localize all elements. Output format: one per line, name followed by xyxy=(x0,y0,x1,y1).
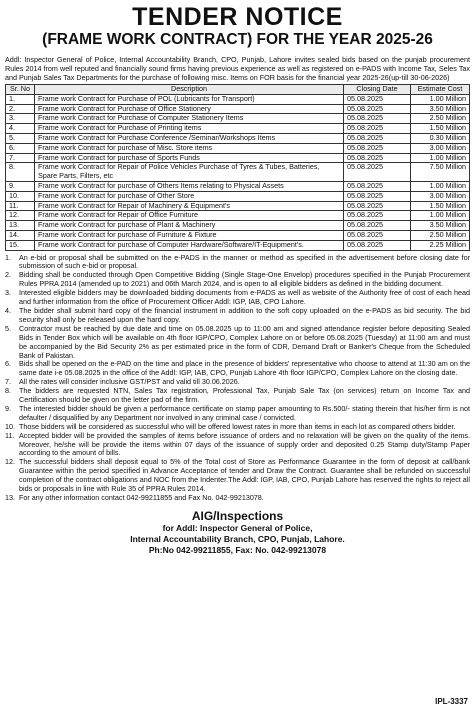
tender-items-table xyxy=(5,84,470,251)
cell-sr: 13. xyxy=(6,221,35,231)
table-row xyxy=(6,143,470,153)
cell-sr: 6. xyxy=(6,143,35,153)
table-row xyxy=(6,191,470,201)
term-item xyxy=(5,387,470,405)
term-number: 9. xyxy=(5,403,11,413)
cell-estimate-cost: 1.00 Million xyxy=(411,94,470,104)
term-item xyxy=(5,325,470,361)
term-number: 6. xyxy=(5,359,11,369)
table-body xyxy=(6,94,470,250)
table-row xyxy=(6,124,470,134)
cell-sr: 15. xyxy=(6,240,35,250)
cell-description: Frame work Contract for Purchase of POL (Lubricants for Transport) xyxy=(35,94,344,104)
table-row xyxy=(6,181,470,191)
term-number: 11. xyxy=(5,430,15,440)
cell-closing-date: 05.08.2025 xyxy=(344,191,411,201)
table-row xyxy=(6,133,470,143)
term-number: 2. xyxy=(5,270,11,280)
cell-estimate-cost: 2.50 Million xyxy=(411,230,470,240)
cell-description: Frame work Contract for purchase of Furniture & Fixture xyxy=(35,230,344,240)
cell-estimate-cost: 1.50 Million xyxy=(411,124,470,134)
cell-description: Frame work Contract for purchase of Other Store xyxy=(35,191,344,201)
cell-closing-date: 05.08.2025 xyxy=(344,143,411,153)
cell-closing-date: 05.08.2025 xyxy=(344,240,411,250)
cell-sr: 2. xyxy=(6,104,35,114)
cell-description: Frame work Contract for Purchase of Printing items xyxy=(35,124,344,134)
term-item xyxy=(5,405,470,423)
term-item xyxy=(5,432,470,459)
cell-closing-date: 05.08.2025 xyxy=(344,163,411,182)
cell-estimate-cost: 2.25 Million xyxy=(411,240,470,250)
term-item xyxy=(5,360,470,378)
term-item xyxy=(5,458,470,494)
term-number: 4. xyxy=(5,305,11,315)
term-item xyxy=(5,494,470,503)
cell-estimate-cost: 3.00 Million xyxy=(411,143,470,153)
table-header-row xyxy=(6,85,470,95)
term-number: 7. xyxy=(5,377,11,387)
term-text: Interested eligible bidders may be downloaded bidding documents from e-PADS as well as website of the Authority free of cost of each head and further information from the office of Procurement Officer Addl: IGP, IAB, CPO Lahore. xyxy=(19,288,470,307)
cell-sr: 8. xyxy=(6,163,35,182)
table-row xyxy=(6,240,470,250)
notice-title: TENDER NOTICE xyxy=(132,3,343,31)
term-text: The successful bidders shall deposit equal to 5% of the Total cost of Store as Performance Guarantee in the form of deposit at call/bank Guarantee within the period specified in Advance Acceptance of tender and Draw the Contract. Guarantee shall be refunded on successful completion of the contract obligations and NOC from the Indenter.The Addl: IGP, IAB, CPO, Punjab Lahore has reserved the rights to reject all bids or proposals in line with Rule 35 of PPRA Rules 2014. xyxy=(19,457,470,494)
footer-line-2: Internal Accountability Branch, CPO, Punjab, Lahore. xyxy=(130,533,345,544)
cell-closing-date: 05.08.2025 xyxy=(344,181,411,191)
term-text: All the rates will consider inclusive GST/PST and valid till 30.06.2026. xyxy=(19,377,240,387)
cell-closing-date: 05.08.2025 xyxy=(344,133,411,143)
cell-estimate-cost: 1.00 Million xyxy=(411,153,470,163)
cell-description: Frame work Contract for Repair of Police Vehicles Purchase of Tyres & Tubes, Batteries, Spare Parts, Filters, etc xyxy=(35,163,344,182)
term-text: An e-bid or proposal shall be submitted on the e-PADS in the manner or method as specified in the advertisement before closing date for submission of such e-bid or proposal. xyxy=(19,252,470,271)
cell-description: Frame work Contract for Purchase of Computer Stationery Items xyxy=(35,114,344,124)
tender-notice-page xyxy=(5,4,470,710)
col-header-closing-date: Closing Date xyxy=(344,85,411,95)
cell-closing-date: 05.08.2025 xyxy=(344,94,411,104)
footer-contact: Ph:No 042-99211855, Fax: No. 042-99213078 xyxy=(148,544,327,555)
cell-description: Frame work Contract for Purchase Conference /Seminar/Workshops Items xyxy=(35,133,344,143)
footer-signature xyxy=(5,509,470,556)
col-header-description: Description xyxy=(35,85,344,95)
term-text: The bidder shall submit hard copy of the financial instrument in addition to the soft copy uploaded on the e-PADS as bid security. The bid security shall only be released upon the hard copy. xyxy=(19,305,470,324)
cell-closing-date: 05.08.2025 xyxy=(344,211,411,221)
cell-closing-date: 05.08.2025 xyxy=(344,221,411,231)
footer-line-1: for Addl: Inspector General of Police, xyxy=(162,522,313,533)
cell-closing-date: 05.08.2025 xyxy=(344,201,411,211)
cell-closing-date: 05.08.2025 xyxy=(344,114,411,124)
cell-estimate-cost: 3.50 Million xyxy=(411,221,470,231)
term-number: 13. xyxy=(5,493,15,503)
cell-sr: 9. xyxy=(6,181,35,191)
cell-sr: 1. xyxy=(6,94,35,104)
term-text: Bids shall be opened on the e-PAD on the time and place in the presence of bidders' representative who choose to attend at 11:30 am on the same date i-e 05.08.2025 in the office of the Addl: IGP, IAB, CPO, Punjab Lahore 4th floor IGP/CPO, Complex Lahore on the closing date. xyxy=(19,359,470,378)
cell-estimate-cost: 3.50 Million xyxy=(411,104,470,114)
cell-closing-date: 05.08.2025 xyxy=(344,104,411,114)
cell-description: Frame work Contract for purchase of Sports Funds xyxy=(35,153,344,163)
term-text: Accepted bidder will be provided the samples of items before issuance of orders and no relaxation will be given on the quality of the items. Moreover, he/she will be provide the items within 07 days of the issuance of supply order and deposited 0.25 Stamp duty/Stamp Paper according to the amount of bills. xyxy=(19,430,470,458)
term-number: 10. xyxy=(5,421,15,431)
col-header-estimate-cost: Estimate Cost xyxy=(411,85,470,95)
cell-closing-date: 05.08.2025 xyxy=(344,124,411,134)
cell-description: Frame work Contract for Repair of Office Furniture xyxy=(35,211,344,221)
cell-estimate-cost: 2.50 Million xyxy=(411,114,470,124)
cell-estimate-cost: 1.00 Million xyxy=(411,211,470,221)
term-number: 1. xyxy=(5,252,11,262)
cell-estimate-cost: 3.00 Million xyxy=(411,191,470,201)
term-number: 3. xyxy=(5,288,11,298)
cell-sr: 11. xyxy=(6,201,35,211)
cell-sr: 10. xyxy=(6,191,35,201)
cell-sr: 12. xyxy=(6,211,35,221)
cell-description: Frame work Contract for purchase of Plant & Machinery xyxy=(35,221,344,231)
cell-closing-date: 05.08.2025 xyxy=(344,230,411,240)
term-item xyxy=(5,289,470,307)
term-text: Those bidders will be considered as successful who will be offered lowest rates in more than items in each lot as compared others bidder. xyxy=(19,421,456,431)
cell-description: Frame work Contract for purchase of Computer Hardware/Software/IT-Equipment's. xyxy=(35,240,344,250)
cell-sr: 3. xyxy=(6,114,35,124)
term-number: 12. xyxy=(5,457,15,467)
table-row xyxy=(6,221,470,231)
table-row xyxy=(6,230,470,240)
footer-office: AIG/Inspections xyxy=(191,508,284,523)
term-text: Contractor must be reached by due date and time on 05.08.2025 up to 11:00 am and signed attendance register before depositing Sealed Bids in Tender Box which will be available on 4th floor IGP/CPO, Complex Lahore on or before 05.08.2025 (Tuesday) at 11:00 am and must be accompanied by the Bid Security 2% as per estimated price in the form of CDR, Demand Draft or Banker's Cheque from the Scheduled Bank of Pakistan. xyxy=(19,323,470,360)
col-header-sr: Sr. No xyxy=(6,85,35,95)
cell-estimate-cost: 1.00 Million xyxy=(411,181,470,191)
cell-description: Frame work Contract for purchase of Misc. Store items xyxy=(35,143,344,153)
intro-paragraph: Addl: Inspector General of Police, Internal Accountability Branch, CPO, Punjab, Lahore invites sealed bids based on the punjab procurement Rules 2014 from well reputed and financially sound firms having previous experience as well as registered on e-PADS with Income Tax, Seles Tax and Punjab Sales Tax Departments for the purchase of following misc. Items on FOR basis for the financial year 2025-26(up-till 30-06-2026) xyxy=(5,55,470,82)
term-number: 5. xyxy=(5,323,11,333)
cell-estimate-cost: 7.50 Million xyxy=(411,163,470,182)
term-text: For any other information contact 042-99211855 and Fax No. 042-99213078. xyxy=(19,493,264,503)
terms-list xyxy=(5,254,470,503)
cell-estimate-cost: 1.50 Million xyxy=(411,201,470,211)
cell-closing-date: 05.08.2025 xyxy=(344,153,411,163)
term-text: The interested bidder should be given a performance certificate on stamp paper amounting to Rs.500/- stating therein that his/her firm is not defaulter / disqualified by any Department nor involved in any criminal case / convicted. xyxy=(19,403,470,422)
table-row xyxy=(6,94,470,104)
term-item xyxy=(5,271,470,289)
term-text: Bidding shall be conducted through Open Competitive Bidding (Single Stage-One Envelop) procedures specified in the Punjab Procurement Rules PPRA 2014 (amended up to 2021) and 06th March 2024, and is open to all eligible bidders as defined in the bidding document. xyxy=(19,270,470,289)
notice-subtitle: (FRAME WORK CONTRACT) FOR THE YEAR 2025-26 xyxy=(42,31,433,48)
term-number: 8. xyxy=(5,386,11,396)
cell-description: Frame work Contract for Repair of Machinery & Equipment's xyxy=(35,201,344,211)
term-text: The bidders are requested NTN, Sales Tax registration, Professional Tax, Punjab Sale Tax (on services) return on Income Tax and Certification should be given on the letter pad of the firm. xyxy=(19,386,470,405)
cell-sr: 4. xyxy=(6,124,35,134)
cell-estimate-cost: 0.30 Million xyxy=(411,133,470,143)
cell-description: Frame work Contract for Purchase of Office Stationery xyxy=(35,104,344,114)
term-item xyxy=(5,254,470,272)
publication-reference: IPL-3337 xyxy=(435,697,468,706)
cell-description: Frame work Contract for purchase of Others Items relating to Physical Assets xyxy=(35,181,344,191)
table-row xyxy=(6,163,470,182)
term-item xyxy=(5,307,470,325)
cell-sr: 5. xyxy=(6,133,35,143)
cell-sr: 14. xyxy=(6,230,35,240)
cell-sr: 7. xyxy=(6,153,35,163)
